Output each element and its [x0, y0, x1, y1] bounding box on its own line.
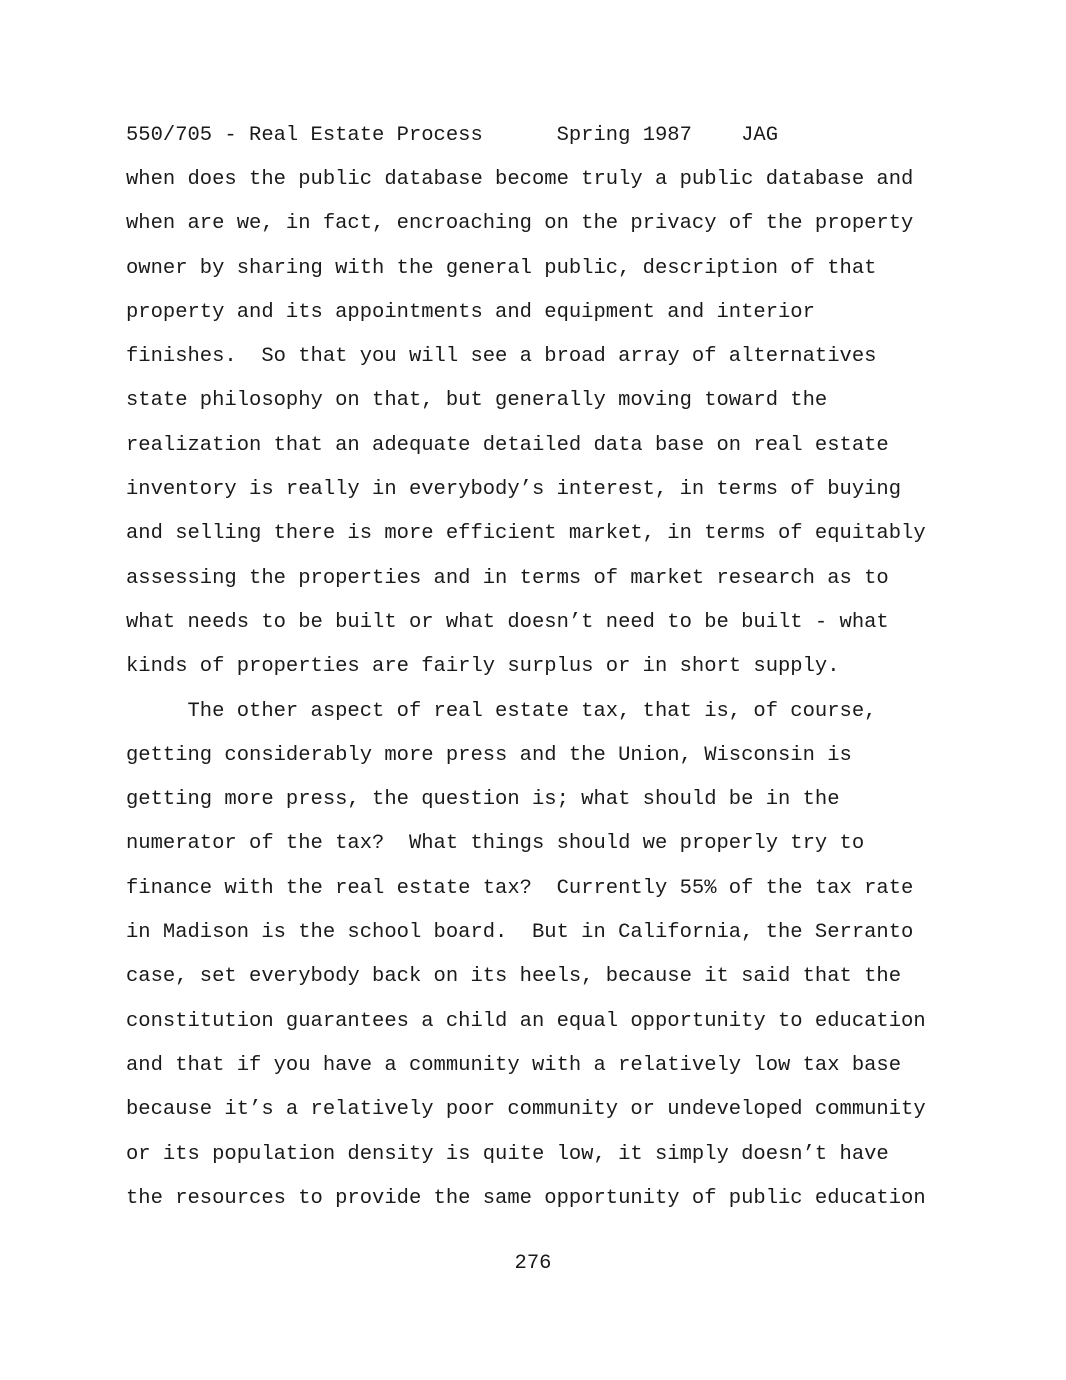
text-line: when are we, in fact, encroaching on the privacy of the property: [126, 212, 914, 236]
text-line: and selling there is more efficient market, in terms of equitably: [126, 522, 926, 546]
page-header: [126, 122, 778, 150]
text-line: owner by sharing with the general public, description of that: [126, 256, 877, 280]
text-line: when does the public database become truly a public database and: [126, 168, 914, 191]
course-title: 550/705 - Real Estate Process: [126, 124, 483, 147]
term: Spring 1987: [556, 124, 692, 147]
text-line: numerator of the tax? What things should we properly try to: [126, 832, 865, 856]
text-line: The other aspect of real estate tax, that is, of course,: [126, 699, 877, 723]
text-line: getting more press, the question is; what should be in the: [126, 788, 840, 812]
text-line: what needs to be built or what doesn’t need to be built - what: [126, 610, 889, 634]
text-line: kinds of properties are fairly surplus or in short supply.: [126, 655, 840, 679]
text-line: getting considerably more press and the Union, Wisconsin is: [126, 743, 852, 767]
text-line: inventory is really in everybody’s interest, in terms of buying: [126, 478, 902, 502]
text-line: and that if you have a community with a relatively low tax base: [126, 1053, 902, 1077]
text-line: constitution guarantees a child an equal opportunity to education: [126, 1009, 926, 1033]
text-line: because it’s a relatively poor community or undeveloped community: [126, 1098, 926, 1122]
text-line: assessing the properties and in terms of market research as to: [126, 566, 889, 590]
text-line: finance with the real estate tax? Currently 55% of the tax rate: [126, 876, 914, 900]
text-line: the resources to provide the same opportunity of public education: [126, 1186, 926, 1210]
text-line: property and its appointments and equipment and interior: [126, 300, 815, 324]
text-line: in Madison is the school board. But in California, the Serranto: [126, 921, 914, 945]
text-line: case, set everybody back on its heels, because it said that the: [126, 965, 902, 989]
page-number: 276: [514, 1252, 552, 1275]
initials: JAG: [741, 124, 779, 147]
body-text: [126, 166, 956, 1229]
text-line: finishes. So that you will see a broad array of alternatives: [126, 345, 877, 369]
text-line: or its population density is quite low, it simply doesn’t have: [126, 1142, 889, 1166]
text-line: state philosophy on that, but generally moving toward the: [126, 389, 828, 413]
text-line: realization that an adequate detailed data base on real estate: [126, 433, 889, 457]
